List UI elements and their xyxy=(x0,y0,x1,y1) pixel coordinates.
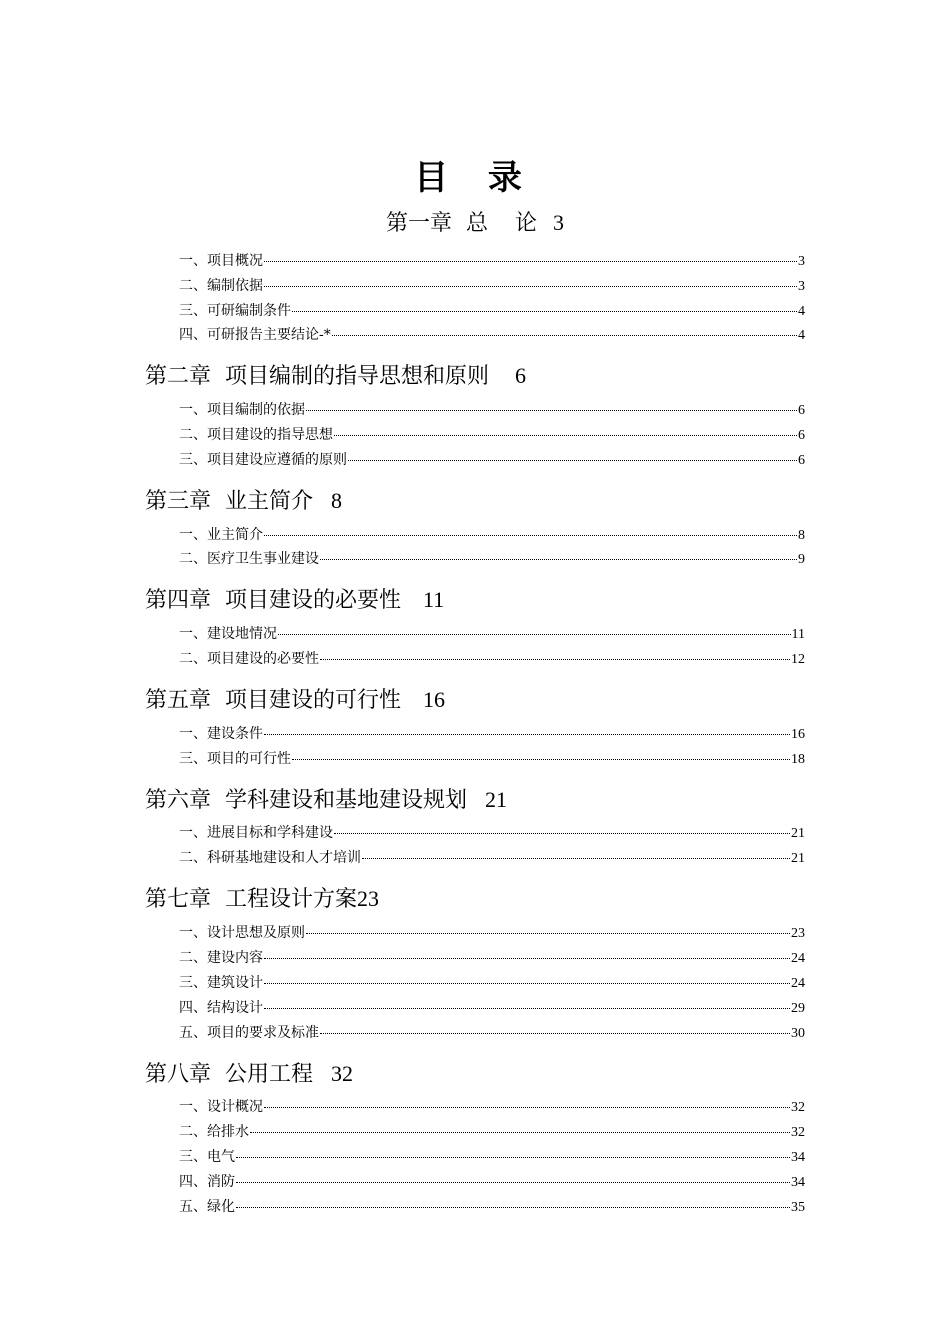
chapter-title: 项目建设的必要性 xyxy=(225,588,402,613)
toc-entry[interactable] xyxy=(179,549,805,569)
chapter-title: 总 论 xyxy=(466,211,547,236)
toc-entry-page: 11 xyxy=(791,627,805,642)
chapter-number: 第八章 xyxy=(145,1062,212,1087)
toc-entry-label: 五、绿化 xyxy=(179,1199,235,1215)
toc-entry-label: 一、项目概况 xyxy=(179,253,263,269)
toc-entry[interactable] xyxy=(179,823,805,843)
toc-entry-label: 一、建设地情况 xyxy=(179,626,277,642)
toc-entry-page: 32 xyxy=(791,1100,805,1115)
toc-entry[interactable] xyxy=(179,724,805,744)
dot-leader xyxy=(320,559,797,560)
dot-leader xyxy=(250,1132,790,1133)
toc-entry-page: 4 xyxy=(798,304,805,319)
toc-entry[interactable] xyxy=(179,1172,805,1192)
chapter-number: 第五章 xyxy=(145,688,212,713)
toc-entry-page: 34 xyxy=(791,1175,805,1190)
chapter-title: 项目编制的指导思想和原则 xyxy=(225,364,490,389)
toc-entry-label: 二、给排水 xyxy=(179,1124,249,1140)
toc-entry[interactable] xyxy=(179,624,805,644)
toc-entry-label: 三、电气 xyxy=(179,1149,235,1165)
toc-entry[interactable] xyxy=(179,425,805,445)
toc-entry-page: 9 xyxy=(798,552,805,567)
toc-entry-page: 6 xyxy=(798,403,805,418)
toc-entry-page: 35 xyxy=(791,1200,805,1215)
dot-leader xyxy=(320,659,790,660)
dot-leader xyxy=(236,1207,790,1208)
chapter-heading[interactable] xyxy=(145,882,379,913)
dot-leader xyxy=(264,983,790,984)
dot-leader xyxy=(332,335,797,336)
toc-entry[interactable] xyxy=(179,1147,805,1167)
chapter-page-number: 21 xyxy=(485,787,508,812)
chapter-title: 工程设计方案 xyxy=(225,887,358,912)
toc-entry-page: 6 xyxy=(798,453,805,468)
toc-entry[interactable] xyxy=(179,251,805,271)
toc-entry-label: 四、消防 xyxy=(179,1174,235,1190)
toc-entry-page: 30 xyxy=(791,1026,805,1041)
toc-entry-page: 8 xyxy=(798,528,805,543)
chapter-heading[interactable] xyxy=(145,1057,353,1088)
chapter-page-number: 23 xyxy=(357,886,380,911)
chapter-heading[interactable] xyxy=(145,683,445,714)
toc-entry-label: 二、医疗卫生事业建设 xyxy=(179,551,319,567)
toc-entry-page: 3 xyxy=(798,279,805,294)
toc-entry[interactable] xyxy=(179,1197,805,1217)
toc-entry[interactable] xyxy=(179,973,805,993)
dot-leader xyxy=(264,1107,790,1108)
chapter-number: 第三章 xyxy=(145,489,212,514)
chapter-title: 业主简介 xyxy=(225,489,314,514)
toc-entry-label: 一、业主简介 xyxy=(179,527,263,543)
dot-leader xyxy=(264,1008,790,1009)
toc-entry-label: 三、可研编制条件 xyxy=(179,303,291,319)
dot-leader xyxy=(264,535,797,536)
dot-leader xyxy=(334,435,797,436)
chapter-heading[interactable] xyxy=(145,583,444,614)
dot-leader xyxy=(264,286,797,287)
chapter-number: 第二章 xyxy=(145,364,212,389)
toc-entry-label: 二、科研基地建设和人才培训 xyxy=(179,850,361,866)
dot-leader xyxy=(306,933,790,934)
dot-leader xyxy=(236,1157,790,1158)
chapter-title: 公用工程 xyxy=(225,1062,314,1087)
toc-entry-label: 二、项目建设的指导思想 xyxy=(179,427,333,443)
chapter-title: 学科建设和基地建设规划 xyxy=(225,788,468,813)
chapter-number: 第四章 xyxy=(145,588,212,613)
toc-entry-label: 三、项目的可行性 xyxy=(179,751,291,767)
dot-leader xyxy=(306,410,797,411)
toc-entry[interactable] xyxy=(179,525,805,545)
dot-leader xyxy=(264,958,790,959)
toc-entry-label: 二、编制依据 xyxy=(179,278,263,294)
chapter-heading[interactable] xyxy=(145,484,342,515)
toc-entry-label: 三、建筑设计 xyxy=(179,975,263,991)
toc-entry-page: 16 xyxy=(791,727,805,742)
toc-entry[interactable] xyxy=(179,1097,805,1117)
toc-entry-label: 一、设计概况 xyxy=(179,1099,263,1115)
toc-entry-page: 32 xyxy=(791,1125,805,1140)
chapter-heading[interactable] xyxy=(145,783,507,814)
toc-entry-page: 24 xyxy=(791,976,805,991)
toc-entry[interactable] xyxy=(179,325,805,345)
toc-entry-page: 23 xyxy=(791,926,805,941)
dot-leader xyxy=(348,460,797,461)
toc-entry-label: 一、进展目标和学科建设 xyxy=(179,825,333,841)
toc-entry[interactable] xyxy=(179,948,805,968)
dot-leader xyxy=(264,261,797,262)
toc-entry[interactable] xyxy=(179,998,805,1018)
dot-leader xyxy=(236,1182,790,1183)
chapter-heading[interactable] xyxy=(0,206,950,237)
toc-entry-page: 6 xyxy=(798,428,805,443)
toc-entry-label: 二、项目建设的必要性 xyxy=(179,651,319,667)
toc-entry[interactable] xyxy=(179,923,805,943)
toc-entry-label: 三、项目建设应遵循的原则 xyxy=(179,452,347,468)
toc-entry-label: 一、项目编制的依据 xyxy=(179,402,305,418)
toc-entry-page: 4 xyxy=(798,328,805,343)
dot-leader xyxy=(264,734,790,735)
toc-entry-page: 12 xyxy=(791,652,805,667)
dot-leader xyxy=(292,311,797,312)
toc-entry-page: 29 xyxy=(791,1001,805,1016)
toc-entry-page: 21 xyxy=(791,851,805,866)
toc-entry-label: 五、项目的要求及标准 xyxy=(179,1025,319,1041)
toc-entry-page: 21 xyxy=(791,826,805,841)
toc-entry[interactable] xyxy=(179,276,805,296)
chapter-title: 项目建设的可行性 xyxy=(225,688,402,713)
toc-entry[interactable] xyxy=(179,649,805,669)
toc-entry[interactable] xyxy=(179,450,805,470)
toc-entry[interactable] xyxy=(179,301,805,321)
chapter-page-number: 3 xyxy=(553,210,564,235)
toc-entry-label: 一、设计思想及原则 xyxy=(179,925,305,941)
chapter-number: 第一章 xyxy=(385,211,452,236)
chapter-number: 第七章 xyxy=(145,887,212,912)
toc-entry[interactable] xyxy=(179,1122,805,1142)
dot-leader xyxy=(292,759,790,760)
dot-leader xyxy=(334,833,790,834)
chapter-page-number: 6 xyxy=(515,363,527,388)
chapter-page-number: 8 xyxy=(331,488,343,513)
chapter-number: 第六章 xyxy=(145,788,212,813)
toc-entry-page: 34 xyxy=(791,1150,805,1165)
toc-entry-page: 24 xyxy=(791,951,805,966)
chapter-heading[interactable] xyxy=(145,359,526,390)
toc-entry[interactable] xyxy=(179,848,805,868)
toc-entry-label: 一、建设条件 xyxy=(179,726,263,742)
chapter-page-number: 16 xyxy=(423,687,446,712)
toc-entry-page: 3 xyxy=(798,254,805,269)
dot-leader xyxy=(278,634,791,635)
dot-leader xyxy=(320,1033,790,1034)
dot-leader xyxy=(362,858,790,859)
toc-entry-label: 二、建设内容 xyxy=(179,950,263,966)
toc-entry-label: 四、结构设计 xyxy=(179,1000,263,1016)
toc-entry-label: 四、可研报告主要结论-* xyxy=(179,327,331,343)
toc-entry[interactable] xyxy=(179,1023,805,1043)
toc-entry-page: 18 xyxy=(791,752,805,767)
toc-entry[interactable] xyxy=(179,749,805,769)
chapter-page-number: 11 xyxy=(423,587,445,612)
chapter-page-number: 32 xyxy=(331,1061,354,1086)
page-title: 目 录 xyxy=(414,158,536,198)
toc-entry[interactable] xyxy=(179,400,805,420)
